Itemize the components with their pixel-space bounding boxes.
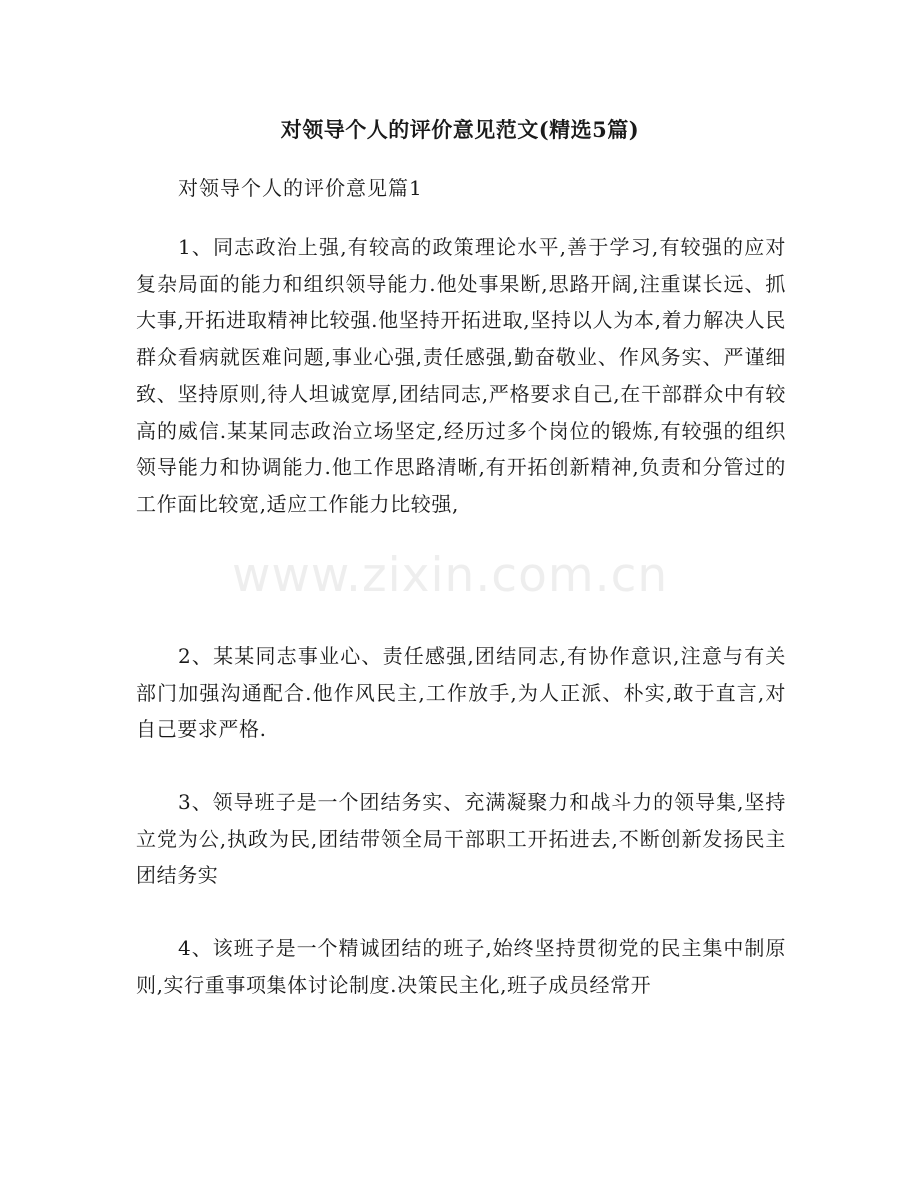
paragraph-2: 2、某某同志事业心、责任感强,团结同志,有协作意识,注意与有关部门加强沟通配合.他作风民主,工作放手,为人正派、朴实,敢于直言,对自己要求严格.: [136, 644, 786, 742]
watermark: www.zixin.com.cn: [232, 548, 669, 603]
paragraph-1: 1、同志政治上强,有较高的政策理论水平,善于学习,有较强的应对复杂局面的能力和组织领导能力.他处事果断,思路开阔,注重谋长远、抓大事,开拓进取精神比较强.他坚持开拓进取,坚持以人为本,着力解决人民群众看病就医难问题,事业心强,责任感强,勤奋敬业、作风务实、严谨细致、坚持原则,待人坦诚宽厚,团结同志,严格要求自己,在干部群众中有较高的威信.某某同志政治立场坚定,经历过多个岗位的锻炼,有较强的组织领导能力和协调能力.他工作思路清晰,有开拓创新精神,负责和分管过的工作面比较宽,适应工作能力比较强,: [136, 235, 786, 516]
paragraph-4: 4、该班子是一个精诚团结的班子,始终坚持贯彻党的民主集中制原则,实行重事项集体讨论制度.决策民主化,班子成员经常开: [136, 936, 786, 997]
section-heading: 对领导个人的评价意见篇1: [178, 176, 423, 200]
paragraph-3: 3、领导班子是一个团结务实、充满凝聚力和战斗力的领导集,坚持立党为公,执政为民,团结带领全局干部职工开拓进去,不断创新发扬民主团结务实: [136, 790, 786, 888]
document-title: 对领导个人的评价意见范文(精选5篇): [280, 117, 640, 142]
